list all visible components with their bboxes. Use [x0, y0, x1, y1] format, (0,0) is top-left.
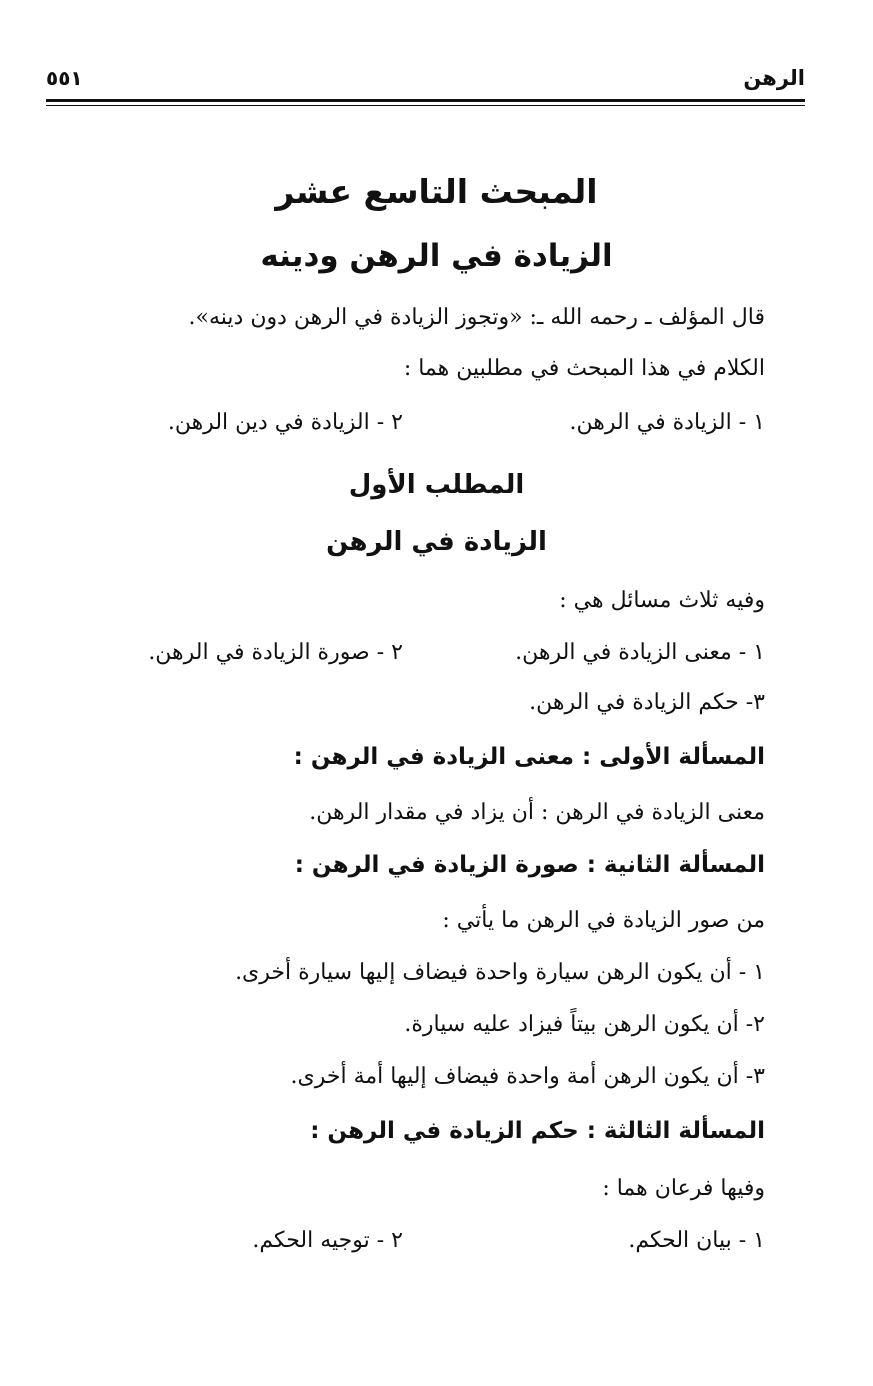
- section-intro: وفيه ثلاث مسائل هي :: [559, 588, 765, 613]
- issue-3-item-2: ٢ - توجيه الحكم.: [252, 1228, 403, 1253]
- overview-item-1: ١ - الزيادة في الرهن.: [569, 410, 765, 435]
- page-number: ٥٥١: [46, 66, 83, 90]
- running-header: [46, 62, 805, 102]
- chapter-title: المبحث التاسع عشر: [275, 172, 598, 211]
- issue-3-item-1: ١ - بيان الحكم.: [628, 1228, 765, 1253]
- issue-2-example-1: ١ - أن يكون الرهن سيارة واحدة فيضاف إليها سيارة أخرى.: [235, 960, 765, 985]
- issue-2-example-3: ٣- أن يكون الرهن أمة واحدة فيضاف إليها أمة أخرى.: [290, 1064, 765, 1089]
- section-item-2: ٢ - صورة الزيادة في الرهن.: [148, 640, 403, 665]
- running-title: الرهن: [743, 66, 805, 90]
- section-subtitle: الزيادة في الرهن: [326, 527, 547, 557]
- issue-1-heading: المسألة الأولى : معنى الزيادة في الرهن :: [293, 744, 765, 770]
- section-item-3: ٣- حكم الزيادة في الرهن.: [529, 690, 765, 715]
- issue-2-example-2: ٢- أن يكون الرهن بيتاً فيزاد عليه سيارة.: [404, 1012, 765, 1037]
- author-quote: قال المؤلف ـ رحمه الله ـ: «وتجوز الزيادة في الرهن دون دينه».: [188, 305, 765, 330]
- header-rule-thick: [46, 99, 805, 102]
- overview-item-2: ٢ - الزيادة في دين الرهن.: [167, 410, 403, 435]
- overview-text: الكلام في هذا المبحث في مطلبين هما :: [403, 356, 765, 381]
- issue-2-intro: من صور الزيادة في الرهن ما يأتي :: [442, 908, 765, 933]
- header-rule-thin: [46, 105, 805, 106]
- issue-2-heading: المسألة الثانية : صورة الزيادة في الرهن :: [294, 852, 765, 878]
- issue-1-text: معنى الزيادة في الرهن : أن يزاد في مقدار الرهن.: [309, 800, 765, 825]
- chapter-subtitle: الزيادة في الرهن ودينه: [260, 238, 613, 274]
- issue-3-intro: وفيها فرعان هما :: [602, 1176, 765, 1201]
- issue-3-heading: المسألة الثالثة : حكم الزيادة في الرهن :: [310, 1118, 765, 1144]
- section-title: المطلب الأول: [348, 470, 525, 500]
- section-item-1: ١ - معنى الزيادة في الرهن.: [515, 640, 765, 665]
